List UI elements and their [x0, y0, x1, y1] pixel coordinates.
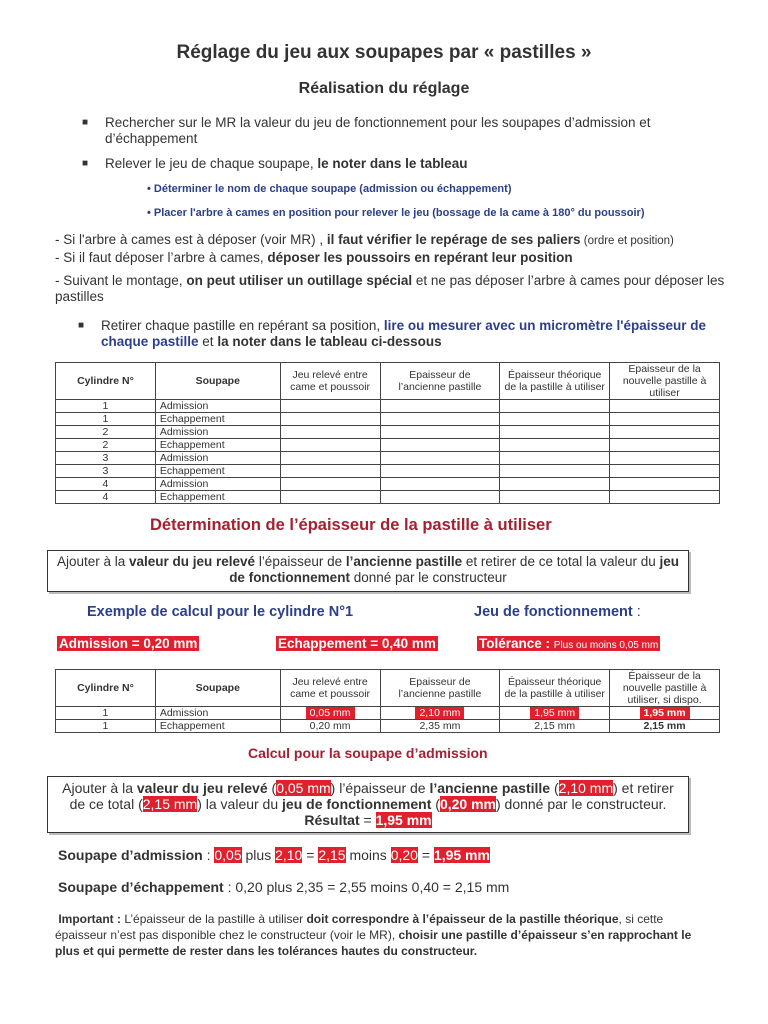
cell-jeu — [280, 707, 380, 720]
cell-jeu-value: 0,05 mm — [306, 707, 355, 719]
bullet-2-bold: le noter dans le tableau — [317, 156, 468, 171]
table-row — [56, 720, 720, 733]
cell-cylindre — [56, 707, 156, 720]
adm-v5: 1,95 mm — [433, 847, 490, 863]
col-header-soupape: Soupape — [155, 670, 280, 707]
cell-ancienne — [380, 720, 500, 733]
cell-empty — [280, 465, 380, 478]
cell-empty — [610, 439, 720, 452]
cell-soupape: Echappement — [155, 465, 280, 478]
table-row — [56, 400, 720, 413]
cell-empty — [500, 439, 610, 452]
cell-empty — [500, 426, 610, 439]
cell-cylindre: 4 — [56, 478, 156, 491]
jeu-colon: : — [632, 604, 641, 620]
adm-plus: plus — [241, 847, 276, 863]
table-row — [56, 478, 720, 491]
cell-empty — [610, 426, 720, 439]
calc-line-echappement — [58, 879, 509, 895]
cell-cylindre: 3 — [56, 465, 156, 478]
cell-theorique — [500, 720, 610, 733]
box2-p: ) donné par le constructeur. — [495, 796, 667, 812]
cell-empty — [380, 452, 500, 465]
important-e: choisir une pastille d’épaisseur s’en rapprochant le plus et qui permette de rester dans les tolérances hautes du constructeur. — [55, 928, 692, 958]
bullet-1-text: Rechercher sur le MR la valeur du jeu de fonctionnement pour les soupapes d’admission et d’échappement — [105, 115, 651, 146]
col-header-cylindre: Cylindre N° — [56, 363, 156, 400]
cell-cylindre: 1 — [56, 400, 156, 413]
cell-soupape — [155, 707, 280, 720]
cell-cylindre-value: 1 — [102, 720, 109, 732]
adm-v3: 2,15 — [318, 847, 346, 863]
col-header-cylindre: Cylindre N° — [56, 670, 156, 707]
bullet-3-a: Retirer chaque pastille en repérant sa position, — [101, 318, 384, 333]
cell-empty — [500, 478, 610, 491]
bullet-2-text: Relever le jeu de chaque soupape, — [105, 156, 318, 171]
example-title: Exemple de calcul pour le cylindre N°1 — [87, 604, 354, 620]
box2-j: de ce total ( — [69, 796, 143, 812]
para1-l2a: - Si il faut déposer l’arbre à cames, — [55, 249, 268, 265]
para1-l2b: déposer les poussoirs en repérant leur position — [267, 249, 573, 265]
adm-moins: moins — [345, 847, 391, 863]
cell-empty — [280, 413, 380, 426]
cell-empty — [280, 491, 380, 504]
col-header-nouvelle: Epaisseur de la nouvelle pastille à utiliser — [610, 363, 720, 400]
sub-bullet-2: • Placer l'arbre à cames en position pour relever le jeu (bossage de la came à 180° du poussoir) — [147, 207, 645, 219]
section-title-determination: Détermination de l’épaisseur de la pastille à utiliser — [150, 516, 552, 534]
cell-cylindre: 3 — [56, 452, 156, 465]
cell-theorique-value: 1,95 mm — [530, 707, 579, 719]
cell-empty — [610, 400, 720, 413]
table-row — [56, 491, 720, 504]
box1-c: l’épaisseur de — [255, 554, 346, 569]
calc-title: Calcul pour la soupape d’admission — [248, 745, 488, 761]
table-row — [56, 707, 720, 720]
bullet-3-b: lire ou mesurer avec un micromètre l'épaisseur de chaque pastille — [101, 318, 707, 349]
calc-line-admission — [58, 847, 490, 863]
cell-ancienne-value: 2,10 mm — [415, 707, 464, 719]
box2-a: Ajouter à la — [62, 780, 137, 796]
col-header-theorique: Épaisseur théorique de la pastille à utiliser — [500, 670, 610, 707]
square-bullet-icon: ■ — [82, 117, 89, 128]
cell-cylindre-value: 1 — [102, 707, 109, 719]
cell-empty — [610, 478, 720, 491]
rule-box — [47, 550, 689, 592]
ech-text: : 0,20 plus 2,35 = 2,55 moins 0,40 = 2,15 mm — [223, 879, 510, 895]
cell-cylindre — [56, 720, 156, 733]
para2-c: et ne pas déposer l’arbre à cames pour déposer les pastilles — [55, 273, 725, 304]
box2-e: ) l’épaisseur de — [330, 780, 430, 796]
cell-empty — [500, 465, 610, 478]
cell-soupape — [155, 720, 280, 733]
important-b: L’épaisseur de la pastille à utiliser — [124, 912, 307, 926]
bullet-3-c: et — [198, 334, 218, 349]
col-header-jeu: Jeu relevé entre came et poussoir — [280, 363, 380, 400]
table-row — [56, 465, 720, 478]
cell-soupape: Admission — [155, 426, 280, 439]
box2-i: ) et retirer — [613, 780, 674, 796]
paragraph-montage — [55, 273, 765, 304]
box1-f: jeu de fonctionnement — [229, 554, 680, 585]
cell-empty — [610, 465, 720, 478]
col-header-nouvelle: Épaisseur de la nouvelle pastille à utiliser, si dispo. — [610, 670, 720, 707]
cell-empty — [280, 452, 380, 465]
box2-n: ( — [431, 796, 440, 812]
bullet-1 — [82, 115, 705, 147]
cell-empty — [500, 413, 610, 426]
cell-jeu-value: 0,20 mm — [309, 720, 351, 732]
adm-eq2: = — [417, 847, 434, 863]
cell-cylindre: 2 — [56, 439, 156, 452]
cell-empty — [280, 439, 380, 452]
cell-empty — [280, 426, 380, 439]
cell-empty — [280, 478, 380, 491]
jeu-fonctionnement-label — [474, 604, 641, 620]
admission-value: Admission = 0,20 mm — [59, 636, 198, 651]
col-header-ancienne: Epaisseur de l’ancienne pastille — [380, 670, 500, 707]
cell-theorique — [500, 707, 610, 720]
para2-a: - Suivant le montage, — [55, 273, 187, 288]
square-bullet-icon: ■ — [82, 158, 89, 169]
page-title: Réglage du jeu aux soupapes par « pastilles » — [176, 42, 592, 63]
box2-m: jeu de fonctionnement — [282, 796, 432, 812]
bullet-2 — [82, 156, 705, 172]
cell-nouvelle — [610, 707, 720, 720]
box2-c: ( — [267, 780, 277, 796]
box1-a: Ajouter à la — [56, 554, 129, 569]
box2-resultat: Résultat — [304, 812, 360, 828]
cell-soupape: Admission — [155, 478, 280, 491]
cell-empty — [380, 491, 500, 504]
example-table — [55, 669, 720, 733]
ech-label: Soupape d’échappement — [58, 879, 224, 895]
box2-l: ) la valeur du — [197, 796, 283, 812]
box2-g: ( — [550, 780, 559, 796]
box2-total-value: 2,15 mm — [142, 796, 198, 812]
cell-nouvelle-value: 2,15 mm — [643, 720, 686, 732]
table-row — [56, 452, 720, 465]
table-row — [56, 426, 720, 439]
box1-e: et retirer de ce total la valeur du — [462, 554, 660, 569]
cell-ancienne-value: 2,35 mm — [419, 720, 461, 732]
cell-soupape-value: Echappement — [159, 720, 225, 732]
col-header-jeu: Jeu relevé entre came et poussoir — [280, 670, 380, 707]
para1-l1c: (ordre et position) — [580, 235, 674, 247]
box2-b: valeur du jeu relevé — [136, 780, 268, 796]
cell-empty — [610, 491, 720, 504]
cell-ancienne — [380, 707, 500, 720]
tolerance-small: Plus ou moins 0,05 mm — [553, 640, 659, 651]
adm-v1: 0,05 — [214, 847, 242, 863]
cell-soupape: Echappement — [155, 439, 280, 452]
bullet-3 — [78, 318, 751, 350]
cell-cylindre: 2 — [56, 426, 156, 439]
box2-resultat-value: 1,95 mm — [375, 812, 432, 828]
cell-nouvelle-value: 1,95 mm — [640, 707, 690, 719]
adm-eq: = — [302, 847, 319, 863]
cell-empty — [280, 400, 380, 413]
cell-empty — [380, 439, 500, 452]
cell-empty — [610, 413, 720, 426]
para1-l1b: il faut vérifier le repérage de ses paliers — [326, 232, 581, 247]
cell-empty — [380, 413, 500, 426]
col-header-theorique: Épaisseur théorique de la pastille à utiliser — [500, 363, 610, 400]
cell-theorique-value: 2,15 mm — [534, 720, 576, 732]
cell-cylindre: 1 — [56, 413, 156, 426]
important-note — [55, 911, 695, 959]
calc-box — [47, 776, 689, 833]
box2-f: l’ancienne pastille — [429, 780, 551, 796]
box2-ancienne-value: 2,10 mm — [558, 780, 614, 796]
col-header-ancienne: Epaisseur de l’ancienne pastille — [380, 363, 500, 400]
para2-b: on peut utiliser un outillage spécial — [186, 273, 413, 288]
cell-empty — [500, 491, 610, 504]
cell-empty — [500, 400, 610, 413]
box2-fonct-value: 0,20 mm — [439, 796, 496, 812]
para1-l1a: - Si l'arbre à cames est à déposer (voir MR) , — [55, 232, 327, 247]
table-row — [56, 413, 720, 426]
important-d: , si cette épaisseur n’est pas disponible chez le constructeur (voir le MR), — [55, 912, 664, 942]
cell-soupape: Echappement — [155, 491, 280, 504]
paragraph-arbre — [55, 232, 755, 265]
cell-soupape: Admission — [155, 400, 280, 413]
adm-sep: : — [202, 847, 215, 863]
cell-soupape-value: Admission — [159, 707, 209, 719]
jeu-label: Jeu de fonctionnement — [474, 604, 633, 620]
cell-soupape: Admission — [155, 452, 280, 465]
adm-v4: 0,20 — [390, 847, 418, 863]
important-c: doit correspondre à l’épaisseur de la pastille théorique — [306, 912, 619, 926]
cell-empty — [380, 400, 500, 413]
adm-label: Soupape d’admission — [58, 847, 203, 863]
col-header-soupape: Soupape — [155, 363, 280, 400]
bullet-3-d: la noter dans le tableau ci-dessous — [217, 334, 442, 349]
box2-jeu-value: 0,05 mm — [276, 780, 331, 796]
table-row — [56, 439, 720, 452]
cell-soupape: Echappement — [155, 413, 280, 426]
box2-r: = — [359, 812, 376, 828]
page-subtitle: Réalisation du réglage — [298, 80, 470, 97]
box1-g: donné par le constructeur — [349, 570, 507, 585]
tolerance-label: Tolérance : — [479, 636, 554, 651]
cell-empty — [380, 465, 500, 478]
box1-d: l’ancienne pastille — [345, 554, 463, 569]
measurement-table — [55, 362, 720, 504]
cell-empty — [500, 452, 610, 465]
cell-empty — [610, 452, 720, 465]
box1-b: valeur du jeu relevé — [129, 554, 256, 569]
square-bullet-icon: ■ — [78, 320, 85, 331]
sub-bullet-1: • Déterminer le nom de chaque soupape (admission ou échappement) — [147, 183, 512, 195]
adm-v2: 2,10 — [275, 847, 303, 863]
tolerance-value — [477, 636, 660, 651]
important-label: Important : — [58, 912, 125, 926]
cell-nouvelle — [610, 720, 720, 733]
cell-empty — [380, 478, 500, 491]
echappement-value: Echappement = 0,40 mm — [278, 636, 436, 651]
cell-cylindre: 4 — [56, 491, 156, 504]
cell-jeu — [280, 720, 380, 733]
cell-empty — [380, 426, 500, 439]
